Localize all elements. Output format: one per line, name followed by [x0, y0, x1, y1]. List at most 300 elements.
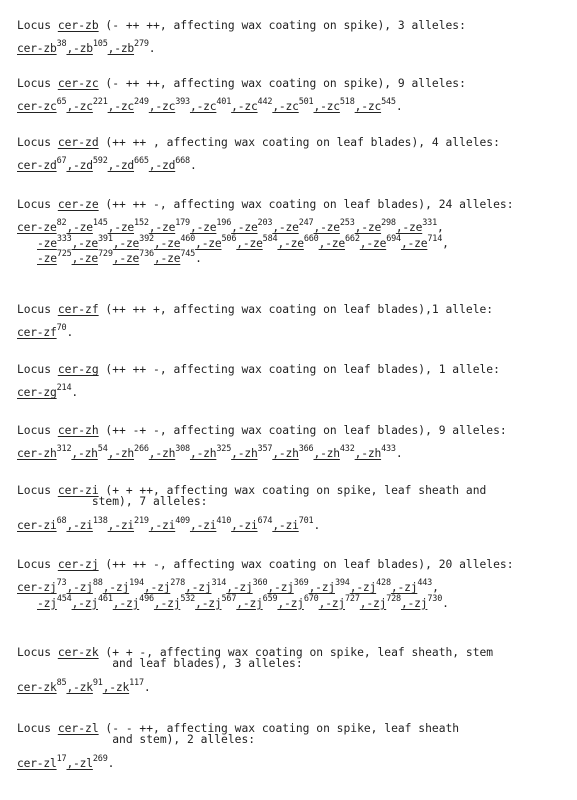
- locus-description: (++ ++ +, affecting wax coating on leaf blades),1 allele:: [98, 303, 494, 316]
- locus-description: (++ ++ -, affecting wax coating on leaf blades), 24 alleles:: [98, 198, 514, 211]
- allele: [107, 218, 149, 235]
- allele-number: 432: [339, 444, 355, 455]
- allele-number: 360: [252, 578, 268, 589]
- allele-symbol: ,-zl: [66, 756, 93, 770]
- allele: [195, 233, 237, 250]
- allele-number: 567: [221, 593, 237, 604]
- allele: [277, 233, 319, 250]
- allele-line: [17, 323, 571, 340]
- allele: [71, 233, 113, 250]
- allele: [231, 515, 273, 532]
- allele-symbol: ,-ze: [395, 221, 423, 235]
- allele-number: 694: [386, 233, 401, 244]
- allele-number: 67: [56, 156, 67, 167]
- allele: [66, 578, 103, 595]
- allele: [226, 578, 268, 595]
- allele: [148, 515, 190, 532]
- allele-list-end: .: [395, 447, 403, 461]
- allele-symbol: ,-ze: [112, 236, 140, 250]
- allele: [148, 444, 190, 461]
- locus-label: Locus: [17, 136, 58, 149]
- locus-heading: [17, 78, 571, 89]
- allele-symbol: ,-ze: [153, 251, 181, 265]
- allele-number: 501: [298, 97, 314, 108]
- allele-line: [17, 753, 571, 770]
- allele-symbol: ,-zh: [231, 447, 258, 461]
- allele-symbol: ,-zc: [189, 100, 217, 114]
- allele-number: 219: [134, 515, 149, 526]
- locus-description: (- ++ ++, affecting wax coating on spike), 9 alleles:: [98, 77, 466, 90]
- locus-description: (++ ++ -, affecting wax coating on leaf blades), 1 allele:: [98, 363, 500, 376]
- locus-entry: [17, 364, 571, 399]
- allele-symbol: cer-zb: [17, 42, 57, 56]
- locus-label: Locus: [17, 198, 58, 211]
- locus-entry: [17, 559, 571, 609]
- allele: [189, 218, 232, 235]
- allele: [231, 218, 273, 235]
- locus-entry: [17, 137, 571, 172]
- allele-number: 312: [56, 444, 72, 455]
- allele: [17, 383, 72, 400]
- allele-symbol: ,-zj: [390, 581, 418, 595]
- allele-symbol: ,-zj: [102, 581, 130, 595]
- allele: [272, 218, 314, 235]
- allele-number: 394: [334, 578, 350, 589]
- allele: [359, 593, 401, 610]
- allele-symbol: ,-ze: [359, 236, 387, 250]
- allele-number: 460: [180, 233, 196, 244]
- locus-entry: [17, 485, 571, 531]
- allele: [308, 578, 350, 595]
- locus-heading: [17, 425, 571, 436]
- allele-number: 73: [56, 578, 67, 589]
- allele-number: 247: [298, 218, 314, 229]
- allele-symbol: ,-zj: [349, 581, 377, 595]
- allele-symbol: ,-zc: [66, 100, 93, 114]
- allele-symbol: ,-zj: [236, 596, 263, 610]
- allele-number: 68: [56, 515, 67, 526]
- allele-symbol: ,-zj: [318, 596, 346, 610]
- allele: [185, 578, 227, 595]
- allele: [107, 97, 149, 114]
- allele-number: 433: [381, 444, 396, 455]
- allele-list-end: .: [195, 251, 202, 265]
- allele: [354, 97, 396, 114]
- allele: [189, 97, 232, 114]
- locus-heading: [17, 364, 571, 375]
- allele: [354, 444, 396, 461]
- allele: [66, 156, 108, 173]
- allele-number: 662: [345, 233, 360, 244]
- allele-symbol: cer-ze: [17, 221, 57, 235]
- locus-name: cer-zj: [57, 558, 99, 571]
- allele: [313, 97, 355, 114]
- allele-symbol: ,-ze: [71, 251, 98, 265]
- allele: [277, 593, 319, 610]
- allele-symbol: ,-ze: [236, 236, 263, 250]
- allele: [231, 444, 273, 461]
- allele-list-end: .: [143, 680, 151, 694]
- allele-number: 314: [211, 578, 227, 589]
- allele: [236, 593, 278, 610]
- allele: [107, 515, 149, 532]
- allele-line: [17, 593, 571, 610]
- allele: [272, 515, 314, 532]
- allele-symbol: ,-zc: [231, 100, 258, 114]
- allele: [17, 578, 67, 595]
- allele-number: 249: [134, 97, 149, 108]
- allele-number: 391: [97, 233, 113, 244]
- allele-number: 17: [56, 753, 67, 764]
- allele-number: 442: [257, 97, 273, 108]
- allele-symbol: ,-zj: [400, 596, 428, 610]
- allele: [400, 233, 443, 250]
- allele-symbol: ,-zb: [107, 42, 135, 56]
- allele-number: 214: [56, 383, 72, 394]
- allele-number: 393: [175, 97, 190, 108]
- allele-symbol: ,-zd: [66, 159, 93, 173]
- allele-number: 410: [216, 515, 232, 526]
- allele-symbol: ,-zj: [277, 596, 304, 610]
- allele-symbol: ,-zh: [71, 447, 98, 461]
- allele-line: [17, 97, 571, 114]
- allele-line-comma: ,: [442, 236, 449, 250]
- allele-line: [17, 383, 571, 400]
- allele-number: 333: [56, 233, 72, 244]
- locus-name: cer-zd: [57, 136, 99, 149]
- locus-heading: [17, 647, 571, 670]
- allele-symbol: ,-zj: [143, 581, 171, 595]
- allele: [112, 233, 154, 250]
- allele: [71, 248, 113, 265]
- allele-symbol: ,-zj: [153, 596, 181, 610]
- allele-number: 298: [381, 218, 396, 229]
- allele-symbol: ,-zc: [354, 100, 382, 114]
- locus-entry: [17, 199, 571, 264]
- locus-label: Locus: [17, 558, 58, 571]
- allele-symbol: ,-zi: [66, 518, 93, 532]
- allele-symbol: cer-zi: [17, 518, 57, 532]
- allele-number: 392: [139, 233, 154, 244]
- allele-list-end: .: [148, 42, 156, 56]
- allele-line: [17, 444, 571, 461]
- allele-number: 179: [175, 218, 190, 229]
- allele-number: 670: [303, 593, 319, 604]
- allele-line: [17, 156, 571, 173]
- allele-number: 729: [97, 248, 113, 259]
- allele-symbol: ,-zb: [66, 42, 93, 56]
- allele-number: 91: [92, 677, 103, 688]
- allele-number: 194: [129, 578, 144, 589]
- allele-symbol: ,-zh: [107, 447, 135, 461]
- allele: [148, 218, 190, 235]
- allele: [112, 248, 154, 265]
- allele-symbol: ,-zh: [272, 447, 299, 461]
- allele-symbol: ,-zj: [308, 581, 335, 595]
- locus-name: cer-zg: [57, 363, 99, 376]
- allele: [66, 753, 108, 770]
- allele: [395, 218, 437, 235]
- allele-symbol: ,-ze: [231, 221, 258, 235]
- locus-label: Locus: [17, 77, 58, 90]
- allele-list-end: .: [71, 386, 78, 400]
- allele: [349, 578, 391, 595]
- allele-number: 674: [257, 515, 273, 526]
- allele-number: 428: [376, 578, 391, 589]
- locus-heading: [17, 559, 571, 570]
- allele: [71, 444, 108, 461]
- allele-symbol: ,-zj: [185, 581, 212, 595]
- allele-symbol: ,-ze: [354, 221, 382, 235]
- allele-symbol: ,-ze: [277, 236, 304, 250]
- allele-number: 82: [56, 218, 67, 229]
- allele: [17, 39, 67, 56]
- allele-symbol: ,-zi: [231, 518, 258, 532]
- allele-symbol: cer-zf: [17, 326, 57, 340]
- allele-symbol: ,-zc: [272, 100, 299, 114]
- allele-number: 152: [134, 218, 149, 229]
- allele-symbol: ,-zh: [148, 447, 176, 461]
- allele-number: 266: [134, 444, 149, 455]
- allele-number: 279: [134, 39, 149, 50]
- allele-line: [17, 515, 571, 532]
- allele-number: 506: [221, 233, 237, 244]
- locus-entry: [17, 20, 571, 55]
- allele-line-comma: ,: [432, 581, 439, 595]
- allele-symbol: ,-zh: [354, 447, 382, 461]
- allele-number: 203: [257, 218, 273, 229]
- allele: [231, 97, 273, 114]
- allele-line: [17, 677, 571, 694]
- allele-symbol: ,-ze: [189, 221, 217, 235]
- locus-description: (+ + -, affecting wax coating on spike, leaf sheath, stem and leaf blades), 3 alleles:: [105, 646, 494, 671]
- allele-symbol: ,-ze: [112, 251, 140, 265]
- allele: [143, 578, 186, 595]
- allele-symbol: ,-zd: [148, 159, 176, 173]
- allele-symbol: ,-zj: [71, 596, 98, 610]
- locus-description: (+ + ++, affecting wax coating on spike, leaf sheath and stem), 7 alleles:: [91, 484, 487, 509]
- allele: [17, 323, 67, 340]
- allele: [66, 39, 108, 56]
- locus-description: (++ ++ -, affecting wax coating on leaf blades), 20 alleles:: [98, 558, 514, 571]
- allele-number: 278: [170, 578, 186, 589]
- allele: [66, 515, 108, 532]
- allele-symbol: ,-ze: [318, 236, 346, 250]
- allele-symbol: ,-zi: [272, 518, 299, 532]
- allele-number: 728: [386, 593, 401, 604]
- allele-symbol: ,-zh: [313, 447, 340, 461]
- allele-number: 253: [339, 218, 355, 229]
- allele-line: [17, 218, 571, 235]
- allele-number: 308: [175, 444, 190, 455]
- locus-heading: [17, 199, 571, 210]
- allele-symbol: ,-zc: [148, 100, 176, 114]
- allele-number: 85: [56, 677, 67, 688]
- allele: [272, 97, 314, 114]
- allele-number: 70: [56, 323, 67, 334]
- allele-symbol: -zj: [37, 596, 57, 610]
- locus-description: (- - ++, affecting wax coating on spike, leaf sheath and stem), 2 alleles:: [105, 722, 460, 747]
- allele: [17, 156, 67, 173]
- allele-number: 325: [216, 444, 232, 455]
- allele-number: 54: [97, 444, 108, 455]
- allele: [17, 677, 67, 694]
- allele-symbol: ,-zd: [107, 159, 135, 173]
- allele-symbol: ,-ze: [272, 221, 299, 235]
- allele: [153, 593, 196, 610]
- allele: [17, 97, 67, 114]
- allele: [390, 578, 433, 595]
- allele-number: 117: [129, 677, 144, 688]
- allele: [107, 444, 149, 461]
- allele: [313, 444, 355, 461]
- allele-symbol: cer-zj: [17, 581, 57, 595]
- allele-symbol: ,-zk: [66, 680, 93, 694]
- allele: [107, 156, 149, 173]
- allele: [272, 444, 314, 461]
- allele-symbol: cer-zl: [17, 756, 57, 770]
- allele-symbol: ,-zj: [226, 581, 253, 595]
- allele: [66, 677, 103, 694]
- allele-symbol: ,-zi: [189, 518, 217, 532]
- allele: [112, 593, 154, 610]
- locus-description: (++ ++ , affecting wax coating on leaf blades), 4 alleles:: [98, 136, 500, 149]
- allele-number: 88: [92, 578, 103, 589]
- allele-number: 443: [417, 578, 433, 589]
- allele-number: 366: [298, 444, 314, 455]
- allele-number: 730: [427, 593, 443, 604]
- allele: [195, 593, 237, 610]
- allele-symbol: cer-zc: [17, 100, 57, 114]
- allele-number: 138: [92, 515, 108, 526]
- allele: [153, 233, 196, 250]
- locus-name: cer-zi: [57, 484, 99, 497]
- allele-symbol: ,-zj: [359, 596, 387, 610]
- allele: [189, 515, 232, 532]
- locus-heading: [17, 485, 571, 508]
- allele-number: 727: [345, 593, 360, 604]
- allele-number: 584: [262, 233, 278, 244]
- allele-symbol: ,-zi: [107, 518, 135, 532]
- allele-number: 461: [97, 593, 113, 604]
- locus-entry: [17, 723, 571, 769]
- allele: [37, 248, 72, 265]
- allele-symbol: -ze: [37, 236, 57, 250]
- allele-number: 145: [92, 218, 108, 229]
- allele-symbol: ,-zc: [313, 100, 340, 114]
- locus-name: cer-ze: [57, 198, 99, 211]
- allele-symbol: ,-ze: [148, 221, 176, 235]
- allele-line-comma: ,: [437, 221, 444, 235]
- allele-symbol: ,-ze: [66, 221, 93, 235]
- allele-list-end: .: [107, 756, 115, 770]
- locus-name: cer-zc: [57, 77, 99, 90]
- allele-list-end: .: [66, 326, 74, 340]
- allele-line: [17, 578, 571, 595]
- allele-number: 518: [339, 97, 355, 108]
- allele-number: 532: [180, 593, 196, 604]
- locus-name: cer-zl: [57, 722, 99, 735]
- locus-entry: [17, 78, 571, 113]
- allele: [400, 593, 443, 610]
- allele: [148, 97, 190, 114]
- allele-number: 736: [139, 248, 154, 259]
- locus-label: Locus: [17, 424, 58, 437]
- allele-number: 331: [422, 218, 437, 229]
- allele-number: 745: [180, 248, 196, 259]
- allele-number: 496: [139, 593, 154, 604]
- allele-line: [17, 233, 571, 250]
- locus-heading: [17, 20, 571, 31]
- allele-number: 714: [427, 233, 443, 244]
- allele-number: 401: [216, 97, 232, 108]
- allele: [354, 218, 396, 235]
- allele-symbol: ,-ze: [400, 236, 428, 250]
- locus-description: (++ -+ -, affecting wax coating on leaf blades), 9 alleles:: [98, 424, 507, 437]
- allele-list-end: .: [395, 100, 403, 114]
- allele: [236, 233, 278, 250]
- allele: [318, 233, 360, 250]
- allele: [153, 248, 196, 265]
- allele-number: 221: [92, 97, 108, 108]
- allele: [318, 593, 360, 610]
- allele-number: 409: [175, 515, 190, 526]
- allele-symbol: ,-ze: [313, 221, 340, 235]
- locus-label: Locus: [17, 19, 58, 32]
- allele-number: 545: [381, 97, 396, 108]
- allele-number: 454: [56, 593, 72, 604]
- allele: [71, 593, 113, 610]
- locus-entry: [17, 304, 571, 339]
- allele-list-end: .: [189, 159, 197, 173]
- allele-symbol: cer-zh: [17, 447, 57, 461]
- locus-heading: [17, 723, 571, 746]
- locus-label: Locus: [17, 722, 58, 735]
- allele-symbol: ,-ze: [107, 221, 135, 235]
- allele-number: 660: [303, 233, 319, 244]
- allele-symbol: ,-ze: [195, 236, 222, 250]
- allele: [148, 156, 190, 173]
- allele-symbol: cer-zd: [17, 159, 57, 173]
- locus-label: Locus: [17, 303, 58, 316]
- locus-label: Locus: [17, 363, 58, 376]
- locus-entry: [17, 647, 571, 693]
- allele-symbol: ,-zk: [102, 680, 130, 694]
- locus-label: Locus: [17, 646, 58, 659]
- allele-symbol: ,-ze: [153, 236, 181, 250]
- allele-number: 357: [257, 444, 273, 455]
- allele: [66, 218, 108, 235]
- allele: [313, 218, 355, 235]
- allele: [102, 677, 144, 694]
- allele-number: 269: [92, 753, 108, 764]
- allele-symbol: -ze: [37, 251, 57, 265]
- allele: [267, 578, 309, 595]
- allele-number: 65: [56, 97, 67, 108]
- allele-symbol: ,-zj: [195, 596, 222, 610]
- allele: [17, 515, 67, 532]
- locus-heading: [17, 304, 571, 315]
- locus-name: cer-zk: [57, 646, 99, 659]
- locus-name: cer-zb: [57, 19, 99, 32]
- locus-name: cer-zf: [57, 303, 99, 316]
- allele: [17, 218, 67, 235]
- allele-number: 668: [175, 156, 190, 167]
- allele-symbol: ,-zj: [267, 581, 294, 595]
- locus-label: Locus: [17, 484, 58, 497]
- allele-line: [17, 39, 571, 56]
- allele-line: [17, 248, 571, 265]
